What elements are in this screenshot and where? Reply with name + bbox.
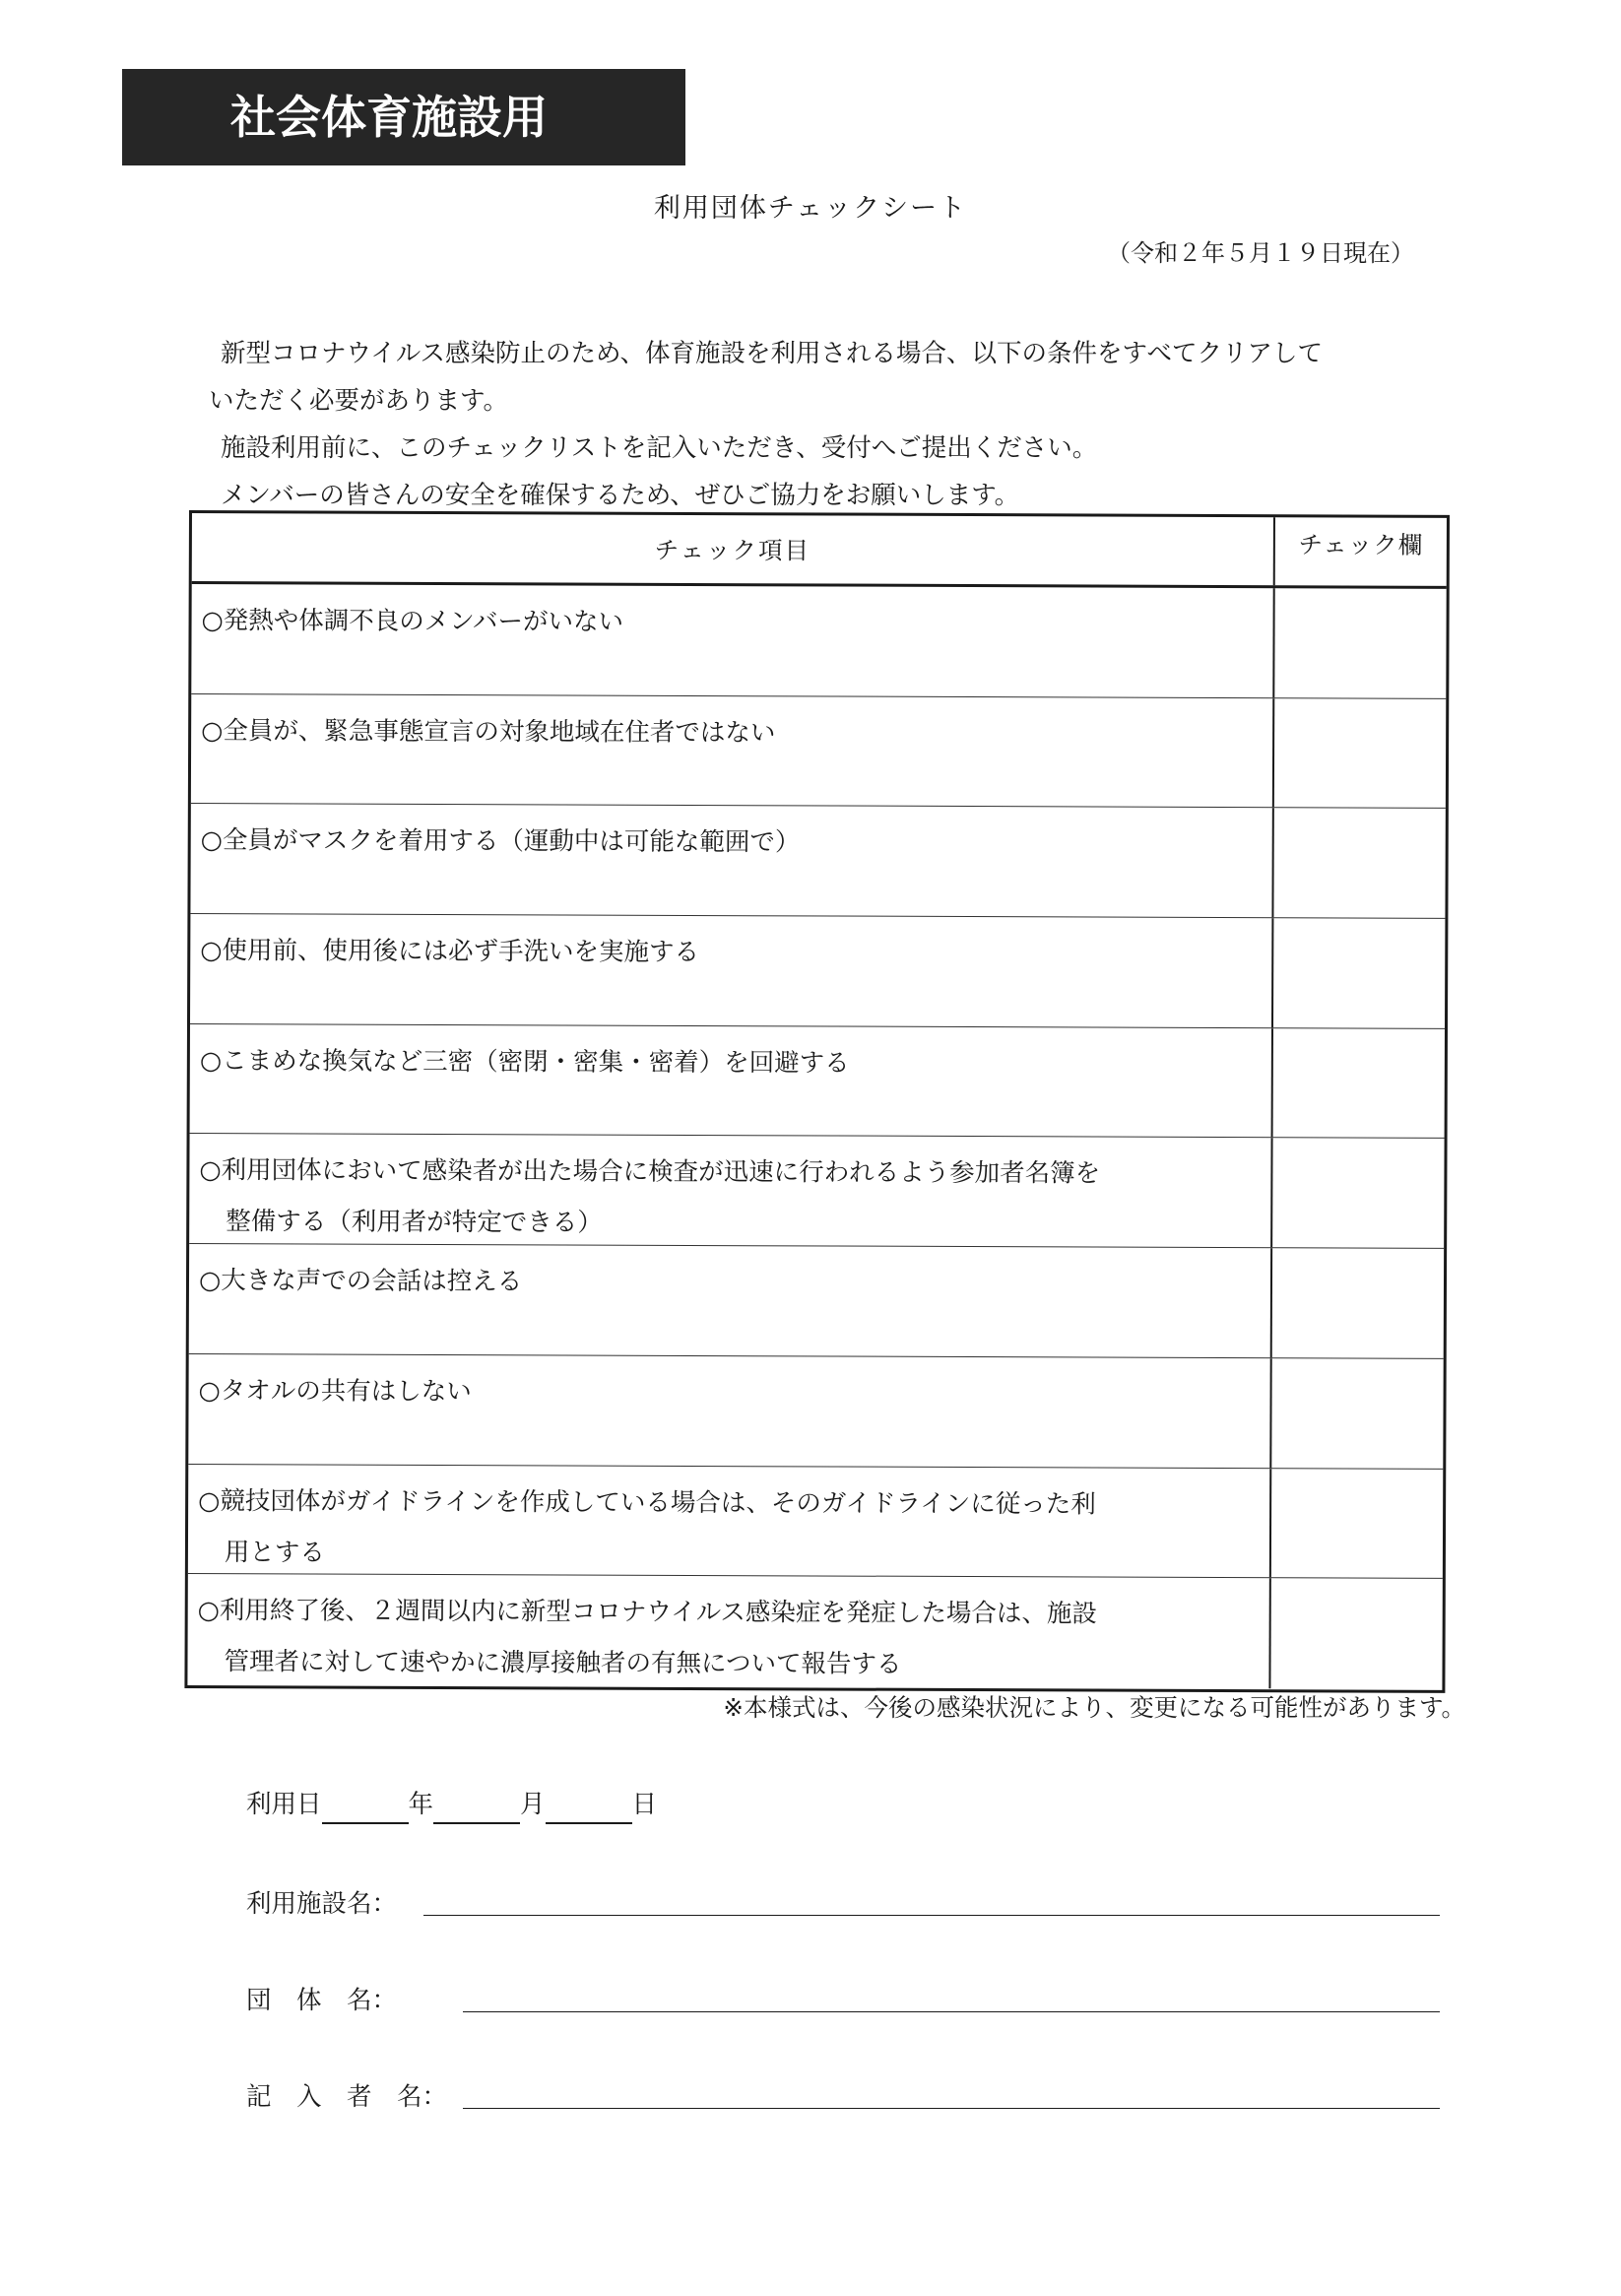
intro-line: 新型コロナウイルス感染防止のため、体育施設を利用される場合、以下の条件をすべてクリアして <box>221 339 1323 368</box>
writer-name-field[interactable] <box>463 2108 1440 2109</box>
check-cell[interactable] <box>1273 1028 1445 1138</box>
usage-date-label: 利用日 <box>246 1790 322 1819</box>
check-item-text-cont: 用とする <box>224 1537 326 1568</box>
check-item-text-cont: 管理者に対して速やかに濃厚接触者の有無について報告する <box>224 1647 902 1679</box>
table-row <box>188 1354 1443 1470</box>
check-cell[interactable] <box>1274 588 1446 697</box>
table-row <box>187 1574 1442 1689</box>
table-row <box>190 804 1445 919</box>
check-cell[interactable] <box>1272 1139 1444 1248</box>
check-cell[interactable] <box>1271 1358 1443 1468</box>
column-header-check: チェック欄 <box>1298 530 1424 559</box>
issue-date: （令和２年５月１９日現在） <box>1107 239 1414 267</box>
facility-name-field[interactable] <box>423 1915 1440 1916</box>
table-header <box>192 513 1447 589</box>
check-cell[interactable] <box>1273 809 1445 918</box>
check-cell[interactable] <box>1273 918 1445 1027</box>
check-item-text: ○発熱や体調不良のメンバーがいない <box>201 606 624 637</box>
page-title: 利用団体チェックシート <box>653 193 968 224</box>
check-cell[interactable] <box>1270 1578 1442 1688</box>
footnote: ※本様式は、今後の感染状況により、変更になる可能性があります。 <box>723 1693 1465 1722</box>
check-item-text: ○競技団体がガイドラインを作成している場合は、そのガイドラインに従った利 <box>198 1485 1096 1520</box>
facility-name-label: 利用施設名： <box>246 1889 398 1919</box>
checklist-table <box>184 510 1450 1693</box>
check-item-text-cont <box>201 755 1261 759</box>
check-item-text: ○大きな声での会話は控える <box>198 1266 523 1297</box>
table-row <box>191 694 1446 810</box>
check-item-text-cont <box>200 1085 1260 1089</box>
month-label: 月 <box>520 1790 546 1819</box>
check-item-text: ○利用終了後、２週間以内に新型コロナウイルス感染症を発症した場合は、施設 <box>197 1596 1097 1629</box>
group-name-field[interactable] <box>463 2011 1440 2012</box>
table-row <box>189 1244 1444 1359</box>
category-label: 社会体育施設用 <box>122 69 685 165</box>
check-item-text-cont: 整備する（利用者が特定できる） <box>226 1207 603 1239</box>
check-item-text-cont <box>198 1415 1258 1419</box>
table-row <box>188 1465 1443 1580</box>
table-row <box>190 914 1445 1029</box>
group-name-label: 団 体 名： <box>246 1986 398 2015</box>
intro-line: メンバーの皆さんの安全を確保するため、ぜひご協力をお願いします。 <box>221 481 1020 510</box>
check-item-text: ○使用前、使用後には必ず手洗いを実施する <box>200 936 700 968</box>
check-item-text-cont <box>201 865 1261 869</box>
table-row <box>189 1134 1444 1249</box>
check-cell[interactable] <box>1271 1469 1443 1578</box>
month-blank[interactable] <box>433 1793 520 1824</box>
writer-name-label: 記 入 者 名： <box>246 2082 448 2112</box>
check-item-text: ○全員が、緊急事態宣言の対象地域在住者ではない <box>201 715 776 748</box>
year-blank[interactable] <box>322 1793 409 1824</box>
check-item-text: ○タオルの共有はしない <box>198 1375 472 1407</box>
day-blank[interactable] <box>546 1793 632 1824</box>
intro-line: 施設利用前に、このチェックリストを記入いただき、受付へご提出ください。 <box>221 433 1098 463</box>
day-label: 日 <box>631 1790 658 1819</box>
intro-line: いただく必要があります。 <box>209 386 508 416</box>
intro-text <box>209 330 1430 519</box>
check-item-text-cont <box>199 1305 1259 1309</box>
check-item-text: ○こまめな換気など三密（密閉・密集・密着）を回避する <box>199 1045 850 1079</box>
check-item-text-cont <box>201 645 1261 649</box>
year-label: 年 <box>408 1790 434 1819</box>
check-item-text: ○全員がマスクを着用する（運動中は可能な範囲で） <box>200 825 801 858</box>
column-header-item: チェック項目 <box>192 513 1275 585</box>
check-item-text: ○利用団体において感染者が出た場合に検査が迅速に行われるよう参加者名簿を <box>199 1155 1101 1189</box>
check-cell[interactable] <box>1272 1248 1444 1357</box>
check-item-text-cont <box>200 975 1260 979</box>
check-cell[interactable] <box>1274 698 1446 808</box>
table-row <box>190 1024 1445 1140</box>
usage-date-field <box>246 1785 657 1824</box>
table-row <box>191 584 1446 699</box>
